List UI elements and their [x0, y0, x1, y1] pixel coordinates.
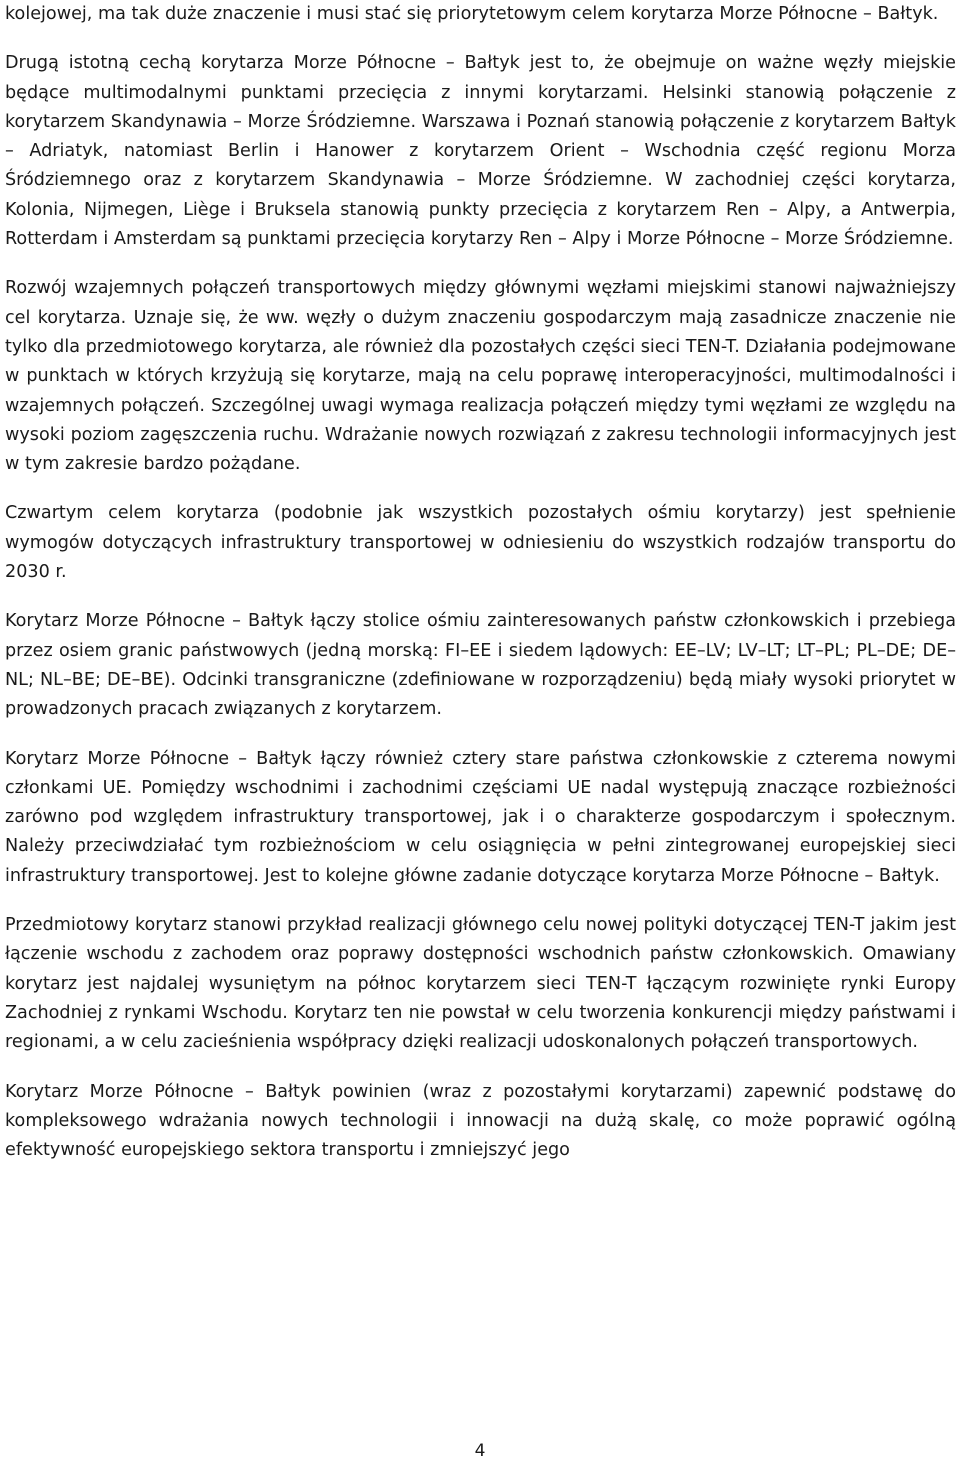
paragraph-2: Drugą istotną cechą korytarza Morze Północne – Bałtyk jest to, że obejmuje on ważne węzły miejskie będące multimodalnymi punktami przecięcia z innymi korytarzami. Helsinki stanowią połączenie z korytarzem Skandynawia – Morze Śródziemne. Warszawa i Poznań stanowią połączenie z korytarzem Bałtyk – Adriatyk, natomiast Berlin i Hanower z korytarzem Orient – Wschodnia część regionu Morza Śródziemnego oraz z korytarzem Skandynawia – Morze Śródziemne. W zachodniej części korytarza, Kolonia, Nijmegen, Liège i Bruksela stanowią punkty przecięcia z korytarzem Ren – Alpy, a Antwerpia, Rotterdam i Amsterdam są punktami przecięcia korytarzy Ren – Alpy i Morze Północne – Morze Śródziemne.	[5, 53, 956, 250]
paragraph-6: Korytarz Morze Północne – Bałtyk łączy również cztery stare państwa członkowskie z czterema nowymi członkami UE. Pomiędzy wschodnimi i zachodnimi częściami UE nadal występują znaczące rozbieżności zarówno pod względem infrastruktury transportowej, jak i o charakterze gospodarczym i społecznym. Należy przeciwdziałać tym rozbieżnościom w celu osiągnięcia w pełni zintegrowanej europejskiej sieci infrastruktury transportowej. Jest to kolejne główne zadanie dotyczące korytarza Morze Północne – Bałtyk.	[5, 748, 956, 886]
paragraph-7: Przedmiotowy korytarz stanowi przykład realizacji głównego celu nowej polityki dotyczącej TEN-T jakim jest łączenie wschodu z zachodem oraz poprawy dostępności wschodnich państw członkowskich. Omawiany korytarz jest najdalej wysuniętym na północ korytarzem sieci TEN-T łączącym rozwinięte rynki Europy Zachodniej z rynkami Wschodu. Korytarz ten nie powstał w celu tworzenia konkurencji między państwami i regionami, a w celu zacieśnienia współpracy dzięki realizacji udoskonalonych połączeń transportowych.	[5, 915, 956, 1053]
paragraph-3: Rozwój wzajemnych połączeń transportowych między głównymi węzłami miejskimi stanowi najważniejszy cel korytarza. Uznaje się, że ww. węzły o dużym znaczeniu gospodarczym mają zasadnicze znaczenie nie tylko dla przedmiotowego korytarza, ale również dla pozostałych części sieci TEN-T. Działania podejmowane w punktach w których krzyżują się korytarze, mają na celu poprawę interoperacyjności, multimodalności i wzajemnych połączeń. Szczególnej uwagi wymaga realizacja połączeń między tymi węzłami ze względu na wysoki poziom zagęszczenia ruchu. Wdrażanie nowych rozwiązań z zakresu technologii informacyjnych jest w tym zakresie bardzo pożądane.	[5, 278, 956, 475]
document-page	[5, 0, 956, 1185]
paragraph-5: Korytarz Morze Północne – Bałtyk łączy stolice ośmiu zainteresowanych państw członkowskich i przebiega przez osiem granic państwowych (jedną morską: FI–EE i siedem lądowych: EE–LV; LV–LT; LT–PL; PL–DE; DE–NL; NL–BE; DE–BE). Odcinki transgraniczne (zdefiniowane w rozporządzeniu) będą miały wysoki priorytet w prowadzonych pracach związanych z korytarzem.	[5, 611, 956, 720]
paragraph-8: Korytarz Morze Północne – Bałtyk powinien (wraz z pozostałymi korytarzami) zapewnić podstawę do kompleksowego wdrażania nowych technologii i innowacji na dużą skalę, co może poprawić ogólną efektywność europejskiego sektora transportu i zmniejszyć jego	[5, 1081, 956, 1161]
page-number: 4	[474, 1441, 486, 1461]
paragraph-1: kolejowej, ma tak duże znaczenie i musi stać się priorytetowym celem korytarza Morze Północne – Bałtyk.	[5, 4, 939, 24]
paragraph-4: Czwartym celem korytarza (podobnie jak wszystkich pozostałych ośmiu korytarzy) jest spełnienie wymogów dotyczących infrastruktury transportowej w odniesieniu do wszystkich rodzajów transportu do 2030 r.	[5, 503, 956, 583]
